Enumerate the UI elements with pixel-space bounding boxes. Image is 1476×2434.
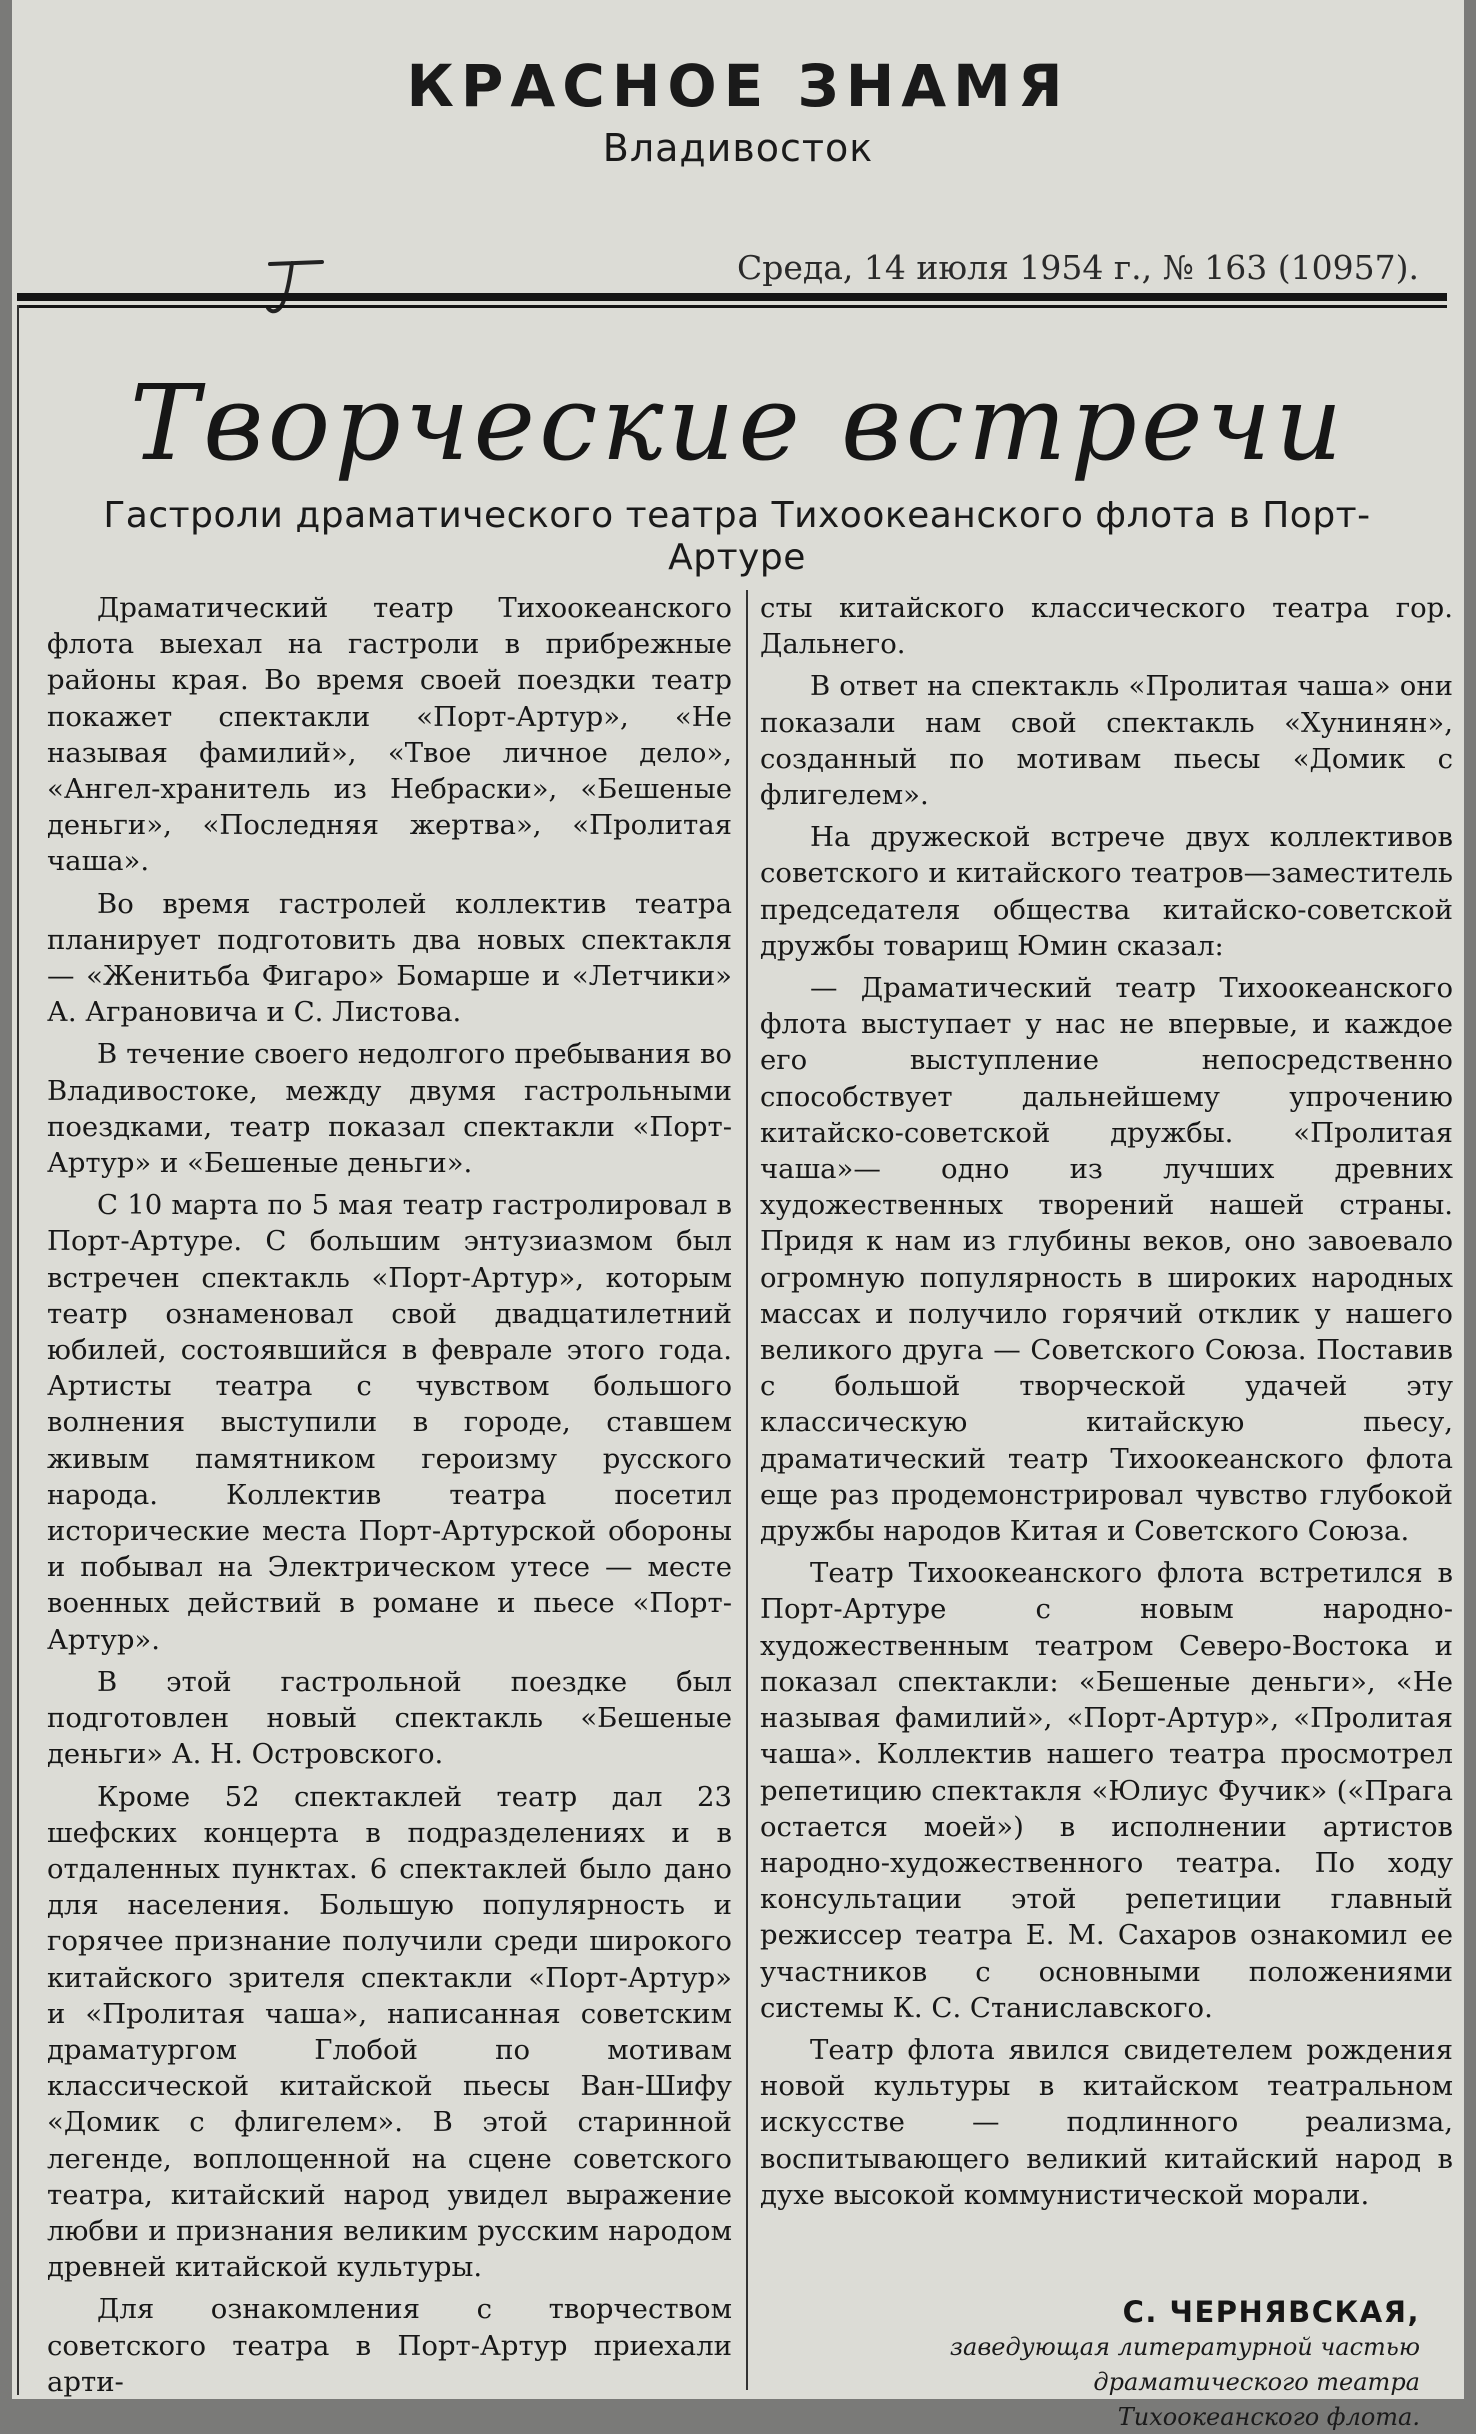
author-title-line: Тихоокеанского флота. bbox=[1117, 2403, 1420, 2431]
author-title-line: заведующая литературной частью bbox=[949, 2333, 1420, 2361]
paragraph: Драматический театр Тихоокеанского флота выехал на гастроли в прибрежные районы края. Во время своей поездки театр покажет спектакли «Порт-Артур», «Не называя фамилий», «Твое личное дело», «Ангел-хранитель из Небраски», «Бешеные деньги», «Последняя жертва», «Пролитая чаша». bbox=[47, 592, 732, 878]
masthead-city: Владивосток bbox=[602, 126, 874, 170]
author-title-line: драматического театра bbox=[1093, 2368, 1420, 2396]
article-subhead: Гастроли драматического театра Тихоокеанского флота в Порт-Артуре bbox=[103, 495, 1371, 578]
author-signature bbox=[760, 2295, 1420, 2434]
masthead-rule bbox=[17, 293, 1447, 301]
issue-date-line: Среда, 14 июля 1954 г., № 163 (10957). bbox=[737, 248, 1419, 287]
column-divider bbox=[746, 590, 748, 2390]
masthead-rule-thin bbox=[17, 305, 1447, 308]
paragraph: Театр Тихоокеанского флота встретился в Порт-Артуре с новым народно-художественным театром Северо-Востока и показал спектакли: «Бешеные деньги», «Не называя фамилий», «Порт-Артур», «Пролитая чаша». Коллектив нашего театра просмотрел репетицию спектакля «Юлиус Фучик» («Прага остается моей») в исполнении артистов народно-художественного театра. По ходу консультации этой репетиции главный режиссер театра Е. М. Сахаров ознакомил ее участников с основными положениями системы К. С. Станиславского. bbox=[760, 1557, 1453, 2024]
paragraph-continuation: сты китайского классического театра гор. Дальнего. bbox=[760, 592, 1453, 661]
paragraph: Во время гастролей коллектив театра планирует подготовить два новых спектакля — «Женитьба Фигаро» Бомарше и «Летчики» А. Аграновича и С. Листова. bbox=[47, 887, 732, 1029]
paragraph: Кроме 52 спектаклей театр дал 23 шефских концерта в подразделениях и в отдаленных пунктах. 6 спектаклей было дано для населения. Большую популярность и горячее признание получили среди широкого китайского зрителя спектакли «Порт-Артур» и «Пролитая чаша», написанная советским драматургом Глобой по мотивам классической китайской пьесы Ван-Шифу «Домик с флигелем». В этой старинной легенде, воплощенной на сцене советского театра, китайский народ увидел выражение любви и признания великим русским народом древней китайской культуры. bbox=[47, 1780, 732, 2284]
paragraph: В этой гастрольной поездке был подготовлен новый спектакль «Бешеные деньги» А. Н. Островского. bbox=[47, 1665, 732, 1771]
paragraph: На дружеской встрече двух коллективов советского и китайского театров—заместитель председателя общества китайско-советской дружбы товарищ Юмин сказал: bbox=[760, 821, 1453, 962]
handwritten-mark-icon bbox=[262, 258, 392, 318]
masthead-title: КРАСНОЕ ЗНАМЯ bbox=[406, 52, 1070, 120]
page-border bbox=[17, 305, 19, 2395]
article-column-right bbox=[760, 590, 1453, 2219]
paragraph: — Драматический театр Тихоокеанского флота выступает у нас не впервые, и каждое его выступление непосредственно способствует дальнейшему упрочению китайско-советской дружбы. «Пролитая чаша»— одно из лучших древних художественных творений нашей страны. Придя к нам из глубины веков, оно завоевало огромную популярность в широких народных массах и получило горячий отклик у нашего великого друга — Советского Союза. Поставив с большой творческой удачей эту классическую китайскую пьесу, драматический театр Тихоокеанского флота еще раз продемонстрировал чувство глубокой дружбы народов Китая и Советского Союза. bbox=[760, 972, 1453, 1548]
newspaper-clipping bbox=[12, 0, 1464, 2431]
paragraph: В ответ на спектакль «Пролитая чаша» они показали нам свой спектакль «Хунинян», созданный по мотивам пьесы «Домик с флигелем». bbox=[760, 670, 1453, 812]
author-name: С. ЧЕРНЯВСКАЯ, bbox=[1122, 2295, 1420, 2329]
paragraph: В течение своего недолгого пребывания во Владивостоке, между двумя гастрольными поездками, театр показал спектакли «Порт-Артур» и «Бешеные деньги». bbox=[47, 1038, 732, 1180]
article-column-left bbox=[47, 590, 732, 2406]
paragraph: Театр флота явился свидетелем рождения новой культуры в китайском театральном искусстве — подлинного реализма, воспитывающего великий китайский народ в духе высокой коммунистической морали. bbox=[760, 2033, 1453, 2211]
paragraph: С 10 марта по 5 мая театр гастролировал в Порт-Артуре. С большим энтузиазмом был встречен спектакль «Порт-Артур», которым театр ознаменовал свой двадцатилетний юбилей, состоявшийся в феврале этого года. Артисты театра с чувством большого волнения выступили в городе, ставшем живым памятником героизму русского народа. Коллектив театра посетил исторические места Порт-Артурской обороны и побывал на Электрическом утесе — месте военных действий в романе и пьесе «Порт-Артур». bbox=[47, 1189, 732, 1656]
paragraph: Для ознакомления с творчеством советского театра в Порт-Артур приехали арти- bbox=[47, 2293, 732, 2398]
article-headline: Творческие встречи bbox=[129, 362, 1347, 484]
